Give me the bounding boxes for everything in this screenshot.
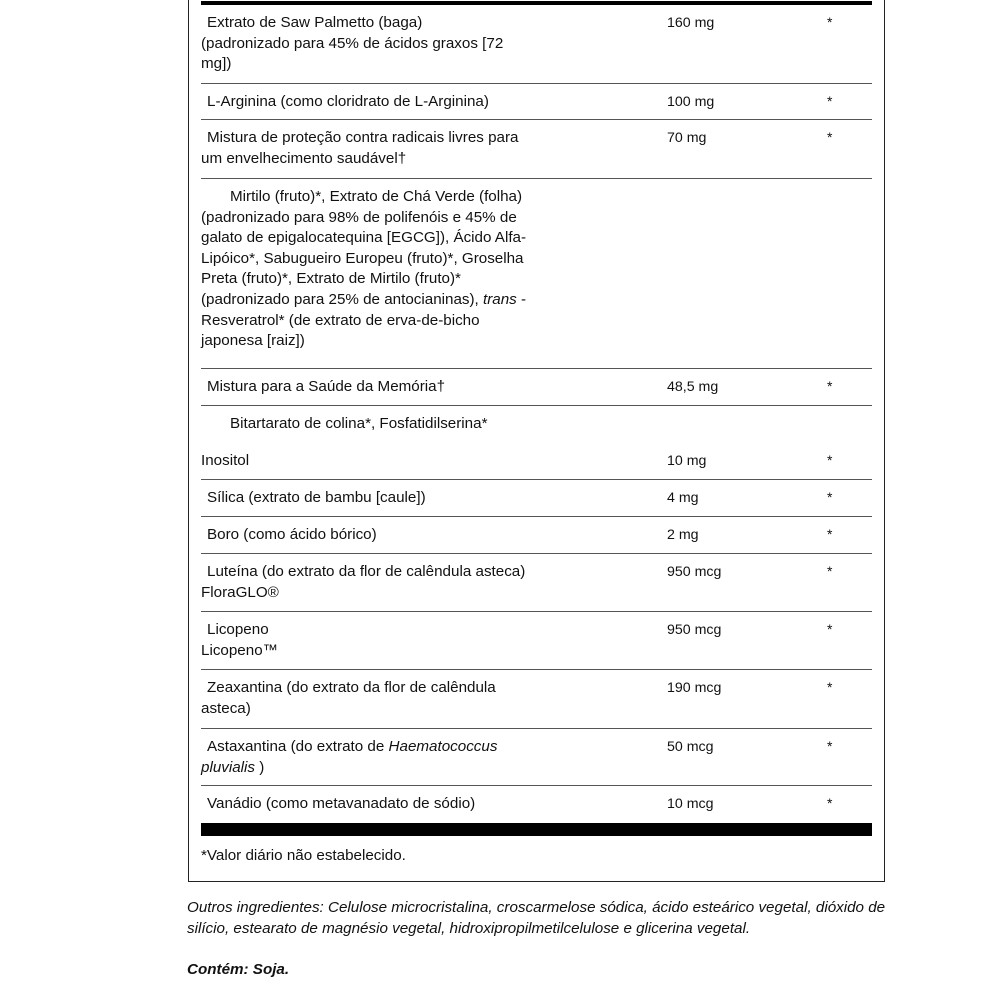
ingredient-name: Vanádio (como metavanadato de sódio) [207,795,476,812]
ingredient-row [201,443,872,480]
bottom-thick-rule [201,823,872,836]
ingredient-row [201,84,872,120]
amount-per-serving: 48,5 mg [667,379,719,395]
daily-value: * [827,526,833,542]
daily-value-footnote: *Valor diário não estabelecido. [201,847,406,864]
ingredient-name: Inositol [201,452,250,469]
daily-value: * [827,378,833,394]
amount-per-serving: 10 mcg [667,796,714,812]
ingredient-row [201,120,872,179]
supplement-facts-panel [188,0,885,882]
ingredient-name: Extrato de Saw Palmetto (baga) (padronizado para 45% de ácidos graxos [72 mg]) [201,14,504,73]
amount-per-serving: 4 mg [667,490,699,506]
ingredient-row [201,480,872,517]
ingredient-row [201,517,872,554]
daily-value: * [827,679,833,695]
daily-value: * [827,563,833,579]
ingredient-name: Luteína (do extrato da flor de calêndula asteca) FloraGLO® [201,563,526,601]
ingredient-row [201,179,872,369]
allergen-statement: Contém: Soja. [187,961,290,978]
daily-value: * [827,93,833,109]
ingredient-name: Zeaxantina (do extrato da flor de calêndula asteca) [201,679,496,717]
ingredient-name: Licopeno Licopeno™ [201,621,278,659]
ingredient-name: Boro (como ácido bórico) [207,526,377,543]
ingredient-row [201,729,872,786]
ingredient-row [201,670,872,729]
daily-value: * [827,14,833,30]
ingredient-row [201,369,872,406]
amount-per-serving: 950 mcg [667,564,722,580]
amount-per-serving: 100 mg [667,94,715,110]
ingredient-row [201,612,872,670]
daily-value: * [827,129,833,145]
ingredient-row [201,554,872,612]
ingredient-name: Mistura de proteção contra radicais livres para um envelhecimento saudável† [201,129,519,167]
amount-per-serving: 2 mg [667,527,699,543]
ingredient-name: Sílica (extrato de bambu [caule]) [207,489,426,506]
ingredient-name: L-Arginina (como cloridrato de L-Arginina) [207,93,489,110]
ingredient-row [201,786,872,823]
ingredient-row [201,5,872,84]
amount-per-serving: 50 mcg [667,739,714,755]
amount-per-serving: 10 mg [667,453,707,469]
ingredient-name: Astaxantina (do extrato de Haematococcus pluvialis ) [201,738,498,776]
ingredient-name: Bitartarato de colina*, Fosfatidilserina* [230,415,488,432]
other-ingredients: Outros ingredientes: Celulose microcristalina, croscarmelose sódica, ácido esteárico vegetal, dióxido de silício, estearato de magnésio vegetal, hidroxipropilmetilcelulose e glicerina vegetal. [187,899,886,937]
daily-value: * [827,621,833,637]
amount-per-serving: 70 mg [667,130,707,146]
ingredient-name: Mistura para a Saúde da Memória† [207,378,446,395]
ingredient-row [201,406,872,443]
daily-value: * [827,489,833,505]
daily-value: * [827,795,833,811]
daily-value: * [827,738,833,754]
ingredient-name: Mirtilo (fruto)*, Extrato de Chá Verde (folha) (padronizado para 98% de polifenóis e 45% de galato de epigalocatequina [EGCG]), Ácido Alfa- Lipóico*, Sabugueiro Europeu (fruto)*, Groselha Preta (fruto)*, Extrato de Mirtilo (fruto)* (padronizado para 25% de antocianinas), trans - Resveratrol* (de extrato de erva-de-bicho japonesa [raiz]) [201,188,527,350]
amount-per-serving: 160 mg [667,15,715,31]
amount-per-serving: 190 mcg [667,680,722,696]
daily-value: * [827,452,833,468]
amount-per-serving: 950 mcg [667,622,722,638]
